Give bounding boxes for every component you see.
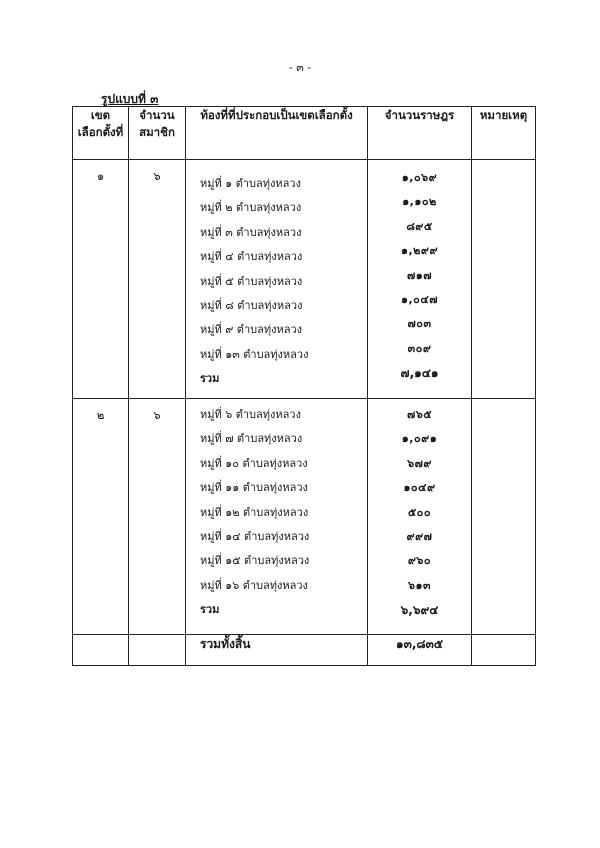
area-item: หมู่ที่ ๗ ตำบลทุ่งหลวง (200, 432, 303, 446)
subtotal-value: ๖,๖๙๔ (400, 603, 439, 618)
population-value: ๑๐๔๙ (403, 481, 436, 495)
area-item: หมู่ที่ ๒ ตำบลทุ่งหลวง (200, 201, 302, 215)
population-value: ๖๑๓ (408, 578, 431, 592)
area-item: หมู่ที่ ๔ ตำบลทุ่งหลวง (200, 250, 303, 264)
remarks-cell (472, 399, 536, 635)
area-item: หมู่ที่ ๙ ตำบลทุ่งหลวง (200, 323, 303, 337)
population-value: ๑,๐๖๙ (401, 171, 438, 184)
area-item: หมู่ที่ ๓ ตำบลทุ่งหลวง (200, 225, 302, 239)
empty-cell (129, 635, 186, 666)
district-group-row (73, 399, 536, 635)
area-item: หมู่ที่ ๘ ตำบลทุ่งหลวง (200, 298, 303, 312)
grand-total-row (73, 635, 536, 666)
form-label: รูปแบบที่ ๓ (101, 92, 159, 106)
area-item: หมู่ที่ ๑๓ ตำบลทุ่งหลวง (200, 347, 309, 361)
remarks-cell (472, 160, 536, 399)
area-item: หมู่ที่ ๑๔ ตำบลทุ่งหลวง (200, 529, 310, 543)
page-number: - ๓ - (288, 61, 312, 74)
electoral-district-table (72, 106, 536, 666)
population-value: ๑,๑๐๒ (402, 195, 437, 209)
district-number: ๑ (73, 160, 129, 399)
subtotal-label: รวม (200, 372, 220, 386)
population-value: ๙๖๐ (407, 554, 432, 568)
area-list (186, 399, 368, 635)
header-district (73, 107, 129, 160)
area-item: หมู่ที่ ๑๕ ตำบลทุ่งหลวง (200, 554, 310, 568)
remarks-cell (472, 635, 536, 666)
population-value: ๕๐๐ (407, 505, 432, 519)
district-number: ๒ (73, 399, 129, 635)
population-list (368, 399, 472, 635)
area-item: หมู่ที่ ๑๒ ตำบลทุ่งหลวง (200, 505, 309, 519)
header-members (129, 107, 186, 160)
subtotal-value: ๗,๑๔๑ (400, 366, 439, 381)
header-district-line2: เลือกตั้งที่ (77, 125, 124, 139)
area-item: หมู่ที่ ๑๐ ตำบลทุ่งหลวง (200, 456, 308, 470)
population-value: ๑,๐๔๗ (401, 292, 438, 306)
grand-total-label: รวมทั้งสิ้น (186, 635, 368, 666)
empty-cell (73, 635, 129, 666)
area-item: หมู่ที่ ๑๑ ตำบลทุ่งหลวง (200, 481, 308, 495)
member-count: ๖ (129, 160, 186, 399)
header-row (73, 107, 536, 160)
subtotal-label: รวม (200, 603, 220, 617)
population-value: ๗๑๗ (406, 268, 433, 282)
population-value: ๖๗๙ (407, 456, 432, 470)
area-item: หมู่ที่ ๑๖ ตำบลทุ่งหลวง (200, 578, 308, 592)
header-remarks: หมายเหตุ (472, 107, 536, 160)
population-list (368, 160, 472, 399)
header-members-line1: จำนวน (139, 108, 175, 122)
header-population: จำนวนราษฎร (368, 107, 472, 160)
grand-total-value: ๑๓,๘๓๕ (368, 635, 472, 666)
header-members-line2: สมาชิก (139, 125, 175, 139)
area-list (186, 160, 368, 399)
header-area: ท้องที่ที่ประกอบเป็นเขตเลือกตั้ง (186, 107, 368, 160)
area-item: หมู่ที่ ๕ ตำบลทุ่งหลวง (200, 274, 303, 288)
population-value: ๗๐๓ (407, 317, 432, 331)
header-district-line1: เขต (90, 108, 111, 122)
population-value: ๙๙๗ (406, 529, 433, 543)
area-item: หมู่ที่ ๖ ตำบลทุ่งหลวง (200, 408, 301, 421)
population-value: ๑,๐๙๑ (401, 432, 438, 446)
area-item: หมู่ที่ ๑ ตำบลทุ่งหลวง (200, 177, 301, 190)
population-value: ๘๙๕ (406, 219, 433, 233)
population-value: ๑,๒๙๙ (400, 244, 439, 258)
member-count: ๖ (129, 399, 186, 635)
population-value: ๗๖๕ (406, 408, 433, 421)
population-value: ๓๐๙ (407, 341, 432, 355)
district-group-row (73, 160, 536, 399)
